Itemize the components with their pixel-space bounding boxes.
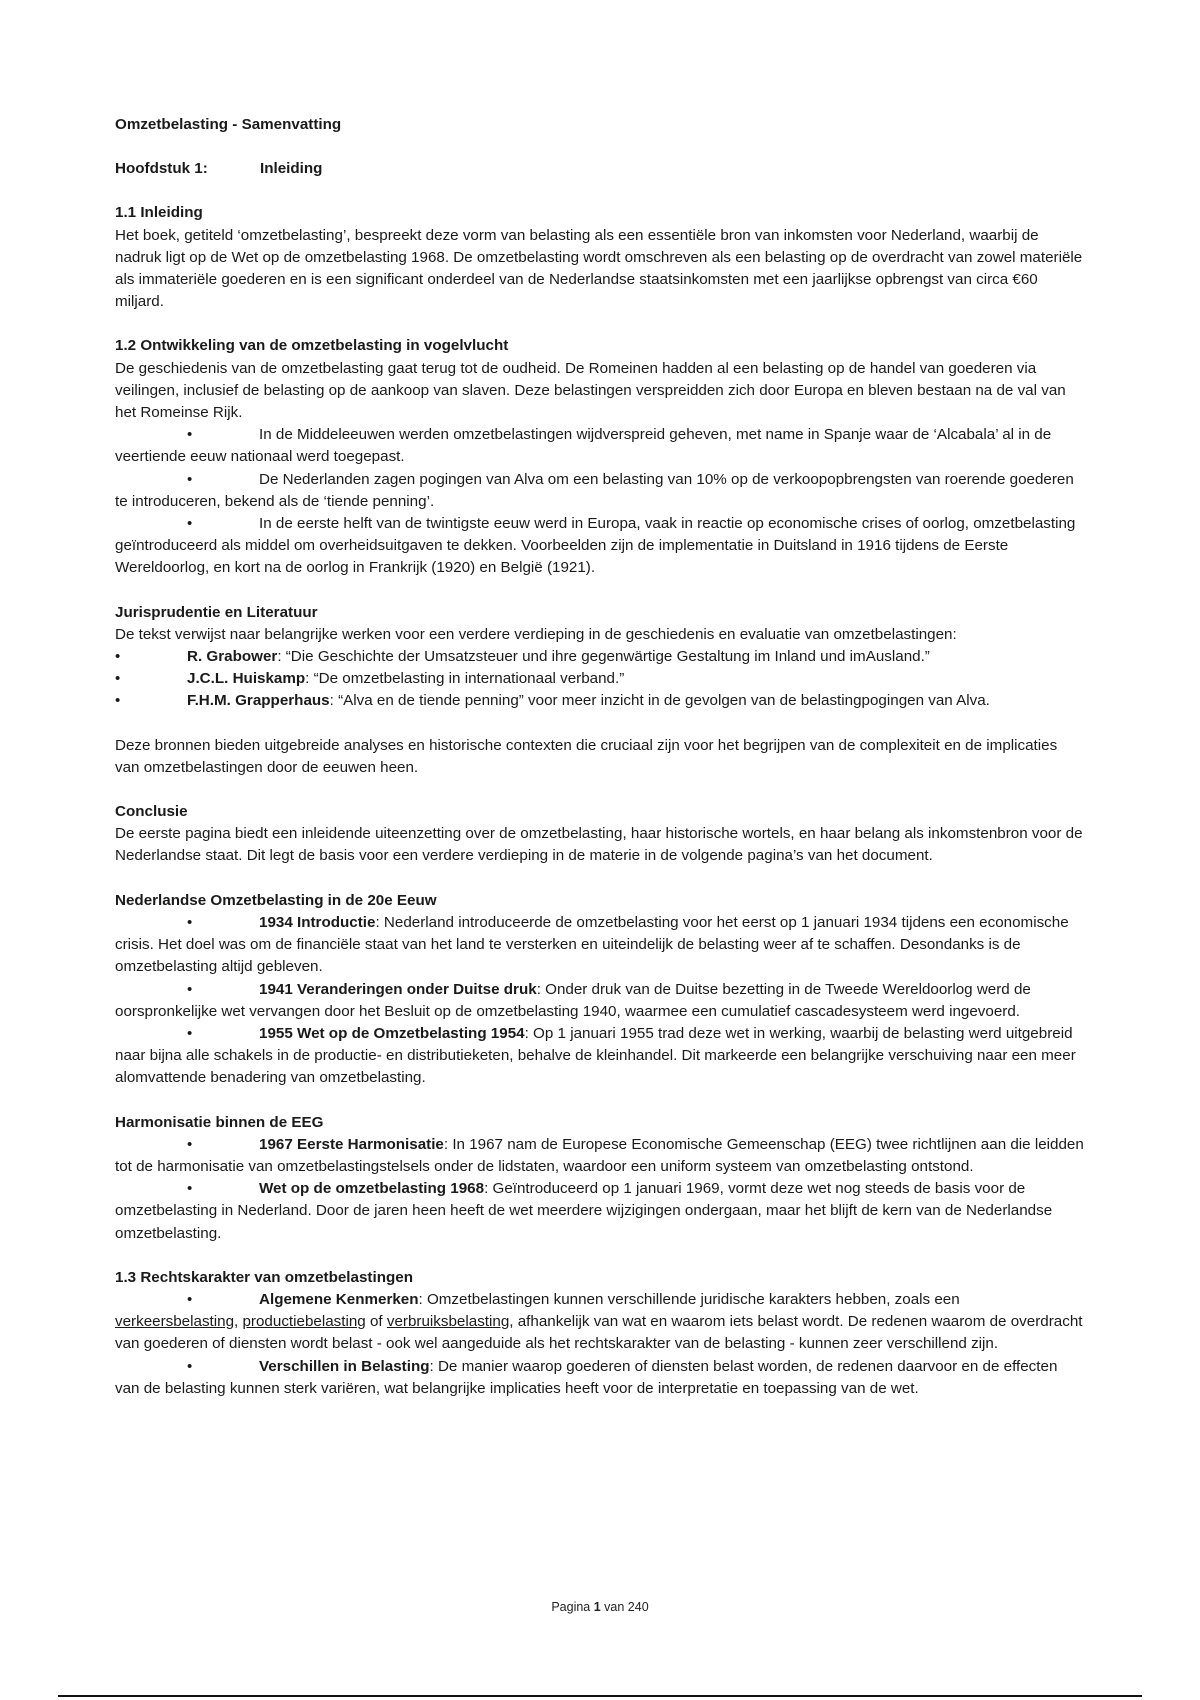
section-1-3 [115, 1267, 1085, 1400]
list-item: • Algemene Kenmerken: Omzetbelastingen kunnen verschillende juridische karakters hebben, zoals een verkeersbelasting, productiebelasting of verbruiksbelasting, afhankelijk van wat en waarom iets belast wordt. De redenen waarom de overdracht van goederen of diensten wordt belast - ook wel aangeduide als het rechtskarakter van de belasting - kunnen zeer verschillend zijn. [115, 1290, 1083, 1353]
bullet-glyph: • [187, 1357, 193, 1375]
bullet-glyph: • [115, 670, 121, 688]
list-item: • F.H.M. Grapperhaus: “Alva en de tiende penning” voor meer inzicht in de gevolgen van de belastingpogingen van Alva. [115, 690, 1085, 712]
bullet-glyph: • [187, 426, 193, 444]
bullet-glyph: • [187, 980, 193, 998]
paragraph: Het boek, getiteld ‘omzetbelasting’, bespreekt deze vorm van belasting als een essentiële bron van inkomsten voor Nederland, waarbij de nadruk ligt op de Wet op de omzetbelasting 1968. De omzetbelasting wordt omschreven als een belasting op de overdracht van zowel materiële als immateriële goederen en is een significant onderdeel van de Nederlandse staatsinkomsten met een jaarlijkse opbrengst van circa €60 miljard. [115, 226, 1083, 311]
chapter-heading [115, 158, 1085, 180]
paragraph: De eerste pagina biedt een inleidende uiteenzetting over de omzetbelasting, haar historische wortels, en haar belang als inkomstenbron voor de Nederlandse staat. Dit legt de basis voor een verdere verdieping in de materie in de volgende pagina’s van het document. [115, 825, 1083, 865]
list-item: • Wet op de omzetbelasting 1968: Geïntroduceerd op 1 januari 1969, vormt deze wet nog steeds de basis voor de omzetbelasting in Nederland. Door de jaren heen heeft de wet meerdere wijzigingen ondergaan, maar het blijft de kern van de Nederlandse omzetbelasting. [115, 1180, 1053, 1242]
paragraph: De tekst verwijst naar belangrijke werken voor een verdere verdieping in de geschiedenis en evaluatie van omzetbelastingen: [115, 625, 957, 643]
section-1-1 [115, 202, 1085, 313]
chapter-label: Hoofdstuk 1: [115, 160, 208, 178]
section-heading: Harmonisatie binnen de EEG [115, 1113, 324, 1131]
section-harmonisatie [115, 1112, 1085, 1245]
list-item: • Verschillen in Belasting: De manier waarop goederen of diensten belast worden, de redenen daarvoor en de effecten van de belasting kunnen sterk variëren, wat belangrijke implicaties heeft voor de interpretatie en toepassing van de wet. [115, 1357, 1058, 1397]
section-heading: Jurisprudentie en Literatuur [115, 603, 318, 621]
page-footer: Pagina 1 van 240 [551, 1600, 649, 1614]
list-item: • 1967 Eerste Harmonisatie: In 1967 nam de Europese Economische Gemeenschap (EEG) twee richtlijnen aan die leidden tot de harmonisatie van omzetbelastingstelsels onder de lidstaten, waardoor een uniform systeem van omzetbelasting ontstond. [115, 1135, 1084, 1175]
bullet-glyph: • [187, 1135, 193, 1153]
underlined-term: verbruiksbelasting [386, 1313, 510, 1331]
list-item: • R. Grabower: “Die Geschichte der Umsatzsteuer und ihre gegenwärtige Gestaltung im Inland und imAusland.” [115, 646, 1085, 668]
section-heading: 1.2 Ontwikkeling van de omzetbelasting in vogelvlucht [115, 337, 509, 355]
list-item: • 1934 Introductie: Nederland introduceerde de omzetbelasting voor het eerst op 1 januari 1934 tijdens een economische crisis. Het doel was om de financiële staat van het land te versterken en uiteindelijk de belasting weer af te schaffen. Desondanks is de omzetbelasting altijd gebleven. [115, 913, 1069, 976]
bullet-glyph: • [187, 1290, 193, 1308]
section-heading: Nederlandse Omzetbelasting in de 20e Eeuw [115, 891, 437, 909]
section-jurisprudentie [115, 602, 1085, 713]
section-heading: Conclusie [115, 803, 188, 821]
bullet-glyph: • [187, 515, 193, 533]
paragraph: Deze bronnen bieden uitgebreide analyses en historische contexten die cruciaal zijn voor het begrijpen van de complexiteit en de implicaties van omzetbelastingen door de eeuwen heen. [115, 736, 1058, 776]
bullet-glyph: • [187, 470, 193, 488]
page-number: 1 [593, 1600, 601, 1614]
section-20e-eeuw [115, 890, 1085, 1090]
list-item: • De Nederlanden zagen pogingen van Alva om een belasting van 10% op de verkoopopbrengsten van roerende goederen te introduceren, bekend als de ‘tiende penning’. [115, 470, 1074, 510]
bullet-glyph: • [187, 1024, 193, 1042]
bullet-glyph: • [187, 1180, 193, 1198]
chapter-name: Inleiding [260, 160, 323, 178]
underlined-term: verkeersbelasting [115, 1313, 235, 1331]
list-item: • In de eerste helft van de twintigste eeuw werd in Europa, vaak in reactie op economische crises of oorlog, omzetbelasting geïntroduceerd als middel om overheidsuitgaven te dekken. Voorbeelden zijn de implementatie in Duitsland in 1916 tijdens de Eerste Wereldoorlog, en kort na de oorlog in Frankrijk (1920) en België (1921). [115, 515, 1076, 577]
list-item: • 1955 Wet op de Omzetbelasting 1954: Op 1 januari 1955 trad deze wet in werking, waarbij de belasting werd uitgebreid naar bijna alle schakels in de productie- en distributieketen, behalve de kleinhandel. Dit markeerde een belangrijke verschuiving naar een meer alomvattende benadering van omzetbelasting. [115, 1024, 1076, 1087]
section-jurisprudentie-outro [115, 735, 1085, 779]
underlined-term: productiebelasting [242, 1313, 366, 1331]
list-item: • 1941 Veranderingen onder Duitse druk: Onder druk van de Duitse bezetting in de Tweede Wereldoorlog werd de oorspronkelijke wet vervangen door het Besluit op de omzetbelasting 1940, waarmee een cumulatief cascadesysteem werd ingevoerd. [115, 980, 1031, 1020]
document-page [115, 114, 1085, 1422]
bullet-glyph: • [115, 648, 121, 666]
bottom-divider [58, 1695, 1142, 1697]
section-heading: 1.1 Inleiding [115, 204, 203, 222]
section-heading: 1.3 Rechtskarakter van omzetbelastingen [115, 1268, 413, 1286]
section-1-2 [115, 335, 1085, 579]
list-item: • J.C.L. Huiskamp: “De omzetbelasting in internationaal verband.” [115, 668, 1085, 690]
paragraph: De geschiedenis van de omzetbelasting gaat terug tot de oudheid. De Romeinen hadden al een belasting op de handel van goederen via veilingen, inclusief de belasting op de aankoop van slaven. Deze belastingen verspreidden zich door Europa en bleven bestaan na de val van het Romeinse Rijk. [115, 359, 1066, 422]
list-item: • In de Middeleeuwen werden omzetbelastingen wijdverspreid geheven, met name in Spanje waar de ‘Alcabala’ al in de veertiende eeuw nationaal werd toegepast. [115, 426, 1052, 466]
section-conclusie [115, 801, 1085, 868]
bullet-glyph: • [115, 692, 121, 710]
document-title: Omzetbelasting - Samenvatting [115, 116, 342, 133]
bullet-glyph: • [187, 913, 193, 931]
